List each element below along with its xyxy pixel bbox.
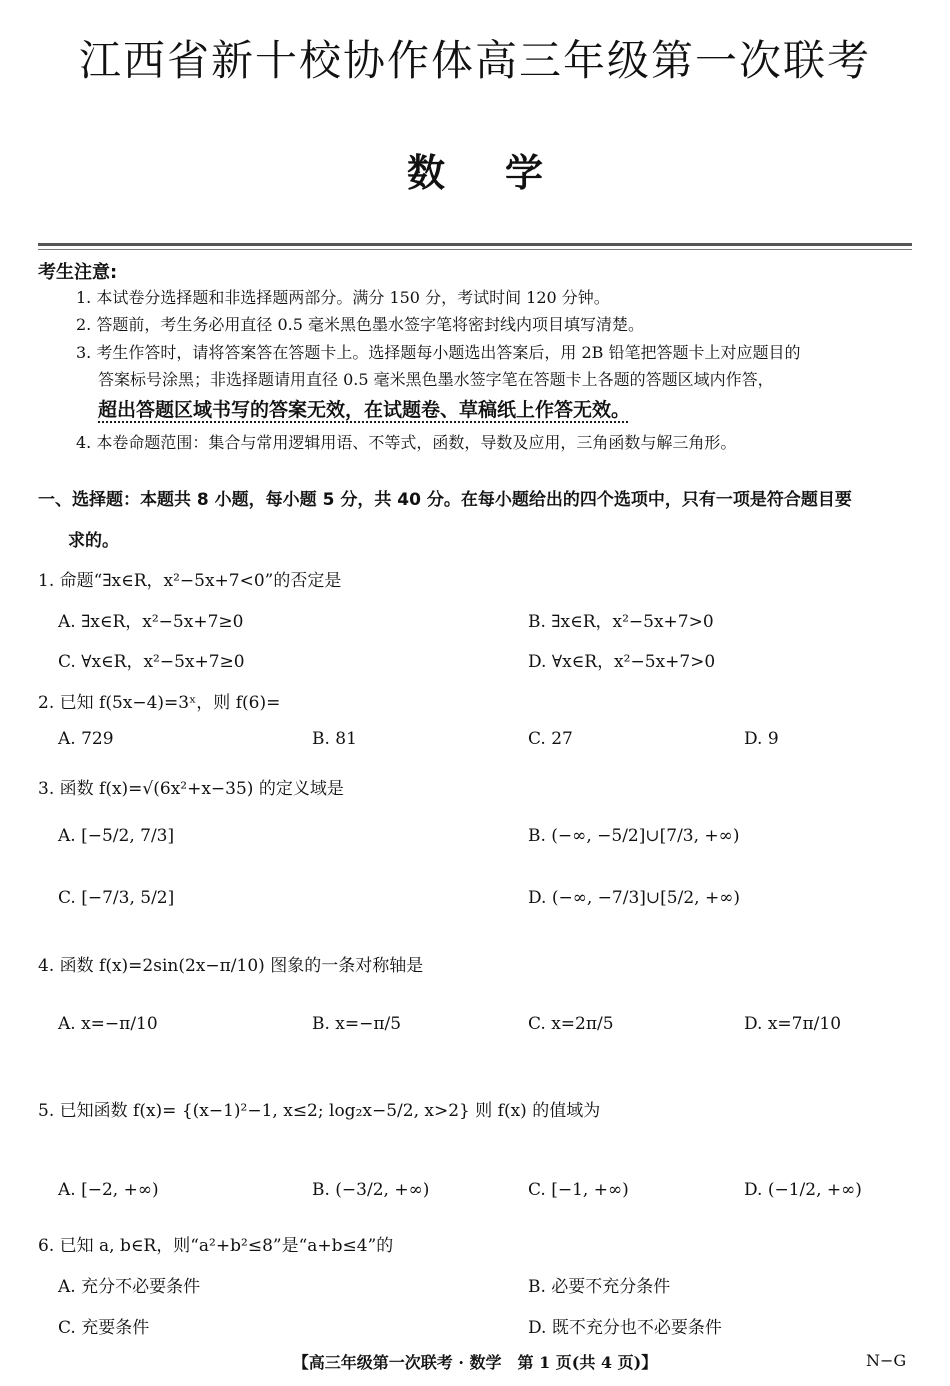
notice-item: 答案标号涂黑；非选择题请用直径 0.5 毫米黑色墨水签字笔在答题卡上各题的答题区域内作答， [98, 370, 774, 389]
q2-option-a: A. 729 [58, 729, 114, 749]
q1-option-d: D. ∀x∈R，x²−5x+7>0 [528, 652, 716, 672]
q4-option-d: D. x=7π/10 [744, 1014, 842, 1034]
q2-option-c: C. 27 [528, 729, 573, 749]
notice-heading: 考生注意: [38, 262, 118, 283]
question-4-stem: 4. 函数 f(x)=2sin(2x−π/10) 图象的一条对称轴是 [38, 956, 424, 976]
q2-option-b: B. 81 [312, 729, 357, 749]
q5-option-b: B. (−3/2, +∞) [312, 1180, 430, 1200]
q3-option-d: D. (−∞, −7/3]∪[5/2, +∞) [528, 888, 740, 908]
q3-option-a: A. [−5/2, 7/3] [58, 826, 175, 846]
exam-title: 江西省新十校协作体高三年级第一次联考 [78, 36, 871, 85]
section-heading: 一、选择题：本题共 8 小题，每小题 5 分，共 40 分。在每小题给出的四个选项中，只有一项是符合题目要 [38, 490, 852, 510]
question-3-stem: 3. 函数 f(x)=√(6x²+x−35) 的定义域是 [38, 779, 344, 799]
q1-option-b: B. ∃x∈R，x²−5x+7>0 [528, 612, 714, 632]
q4-option-a: A. x=−π/10 [58, 1014, 158, 1034]
q4-option-b: B. x=−π/5 [312, 1014, 402, 1034]
q3-option-c: C. [−7/3, 5/2] [58, 888, 175, 908]
page-footer: 【高三年级第一次联考 · 数学 第 1 页(共 4 页)】 [292, 1353, 658, 1372]
header-divider-thin [38, 249, 912, 250]
notice-item: 4. 本卷命题范围：集合与常用逻辑用语、不等式，函数，导数及应用，三角函数与解三角形。 [76, 433, 737, 452]
question-5-stem: 5. 已知函数 f(x)= {(x−1)²−1, x≤2; log₂x−5/2, x>2} 则 f(x) 的值域为 [38, 1101, 601, 1121]
q2-option-d: D. 9 [744, 729, 779, 749]
q5-option-a: A. [−2, +∞) [58, 1180, 159, 1200]
q1-option-a: A. ∃x∈R，x²−5x+7≥0 [58, 612, 244, 632]
notice-item: 1. 本试卷分选择题和非选择题两部分。满分 150 分，考试时间 120 分钟。 [76, 288, 610, 307]
q6-option-a: A. 充分不必要条件 [58, 1277, 201, 1297]
question-2-stem: 2. 已知 f(5x−4)=3ˣ，则 f(6)= [38, 693, 281, 713]
header-divider [38, 243, 912, 246]
section-heading-cont: 求的。 [68, 531, 119, 551]
q1-option-c: C. ∀x∈R，x²−5x+7≥0 [58, 652, 245, 672]
notice-item: 2. 答题前，考生务必用直径 0.5 毫米黑色墨水签字笔将密封线内项目填写清楚。 [76, 315, 644, 334]
q6-option-c: C. 充要条件 [58, 1318, 150, 1338]
q5-option-c: C. [−1, +∞) [528, 1180, 629, 1200]
question-6-stem: 6. 已知 a, b∈R，则“a²+b²≤8”是“a+b≤4”的 [38, 1236, 394, 1256]
q6-option-b: B. 必要不充分条件 [528, 1277, 671, 1297]
question-1-stem: 1. 命题“∃x∈R，x²−5x+7<0”的否定是 [38, 571, 342, 591]
notice-emphasis: 超出答题区域书写的答案无效，在试题卷、草稿纸上作答无效。 [98, 399, 631, 421]
subject-title: 数学 [406, 151, 603, 195]
paper-code: N−G [866, 1351, 907, 1370]
q5-option-d: D. (−1/2, +∞) [744, 1180, 862, 1200]
q4-option-c: C. x=2π/5 [528, 1014, 614, 1034]
q6-option-d: D. 既不充分也不必要条件 [528, 1318, 722, 1338]
notice-item: 3. 考生作答时，请将答案答在答题卡上。选择题每小题选出答案后，用 2B 铅笔把答题卡上对应题目的 [76, 343, 801, 362]
q3-option-b: B. (−∞, −5/2]∪[7/3, +∞) [528, 826, 740, 846]
